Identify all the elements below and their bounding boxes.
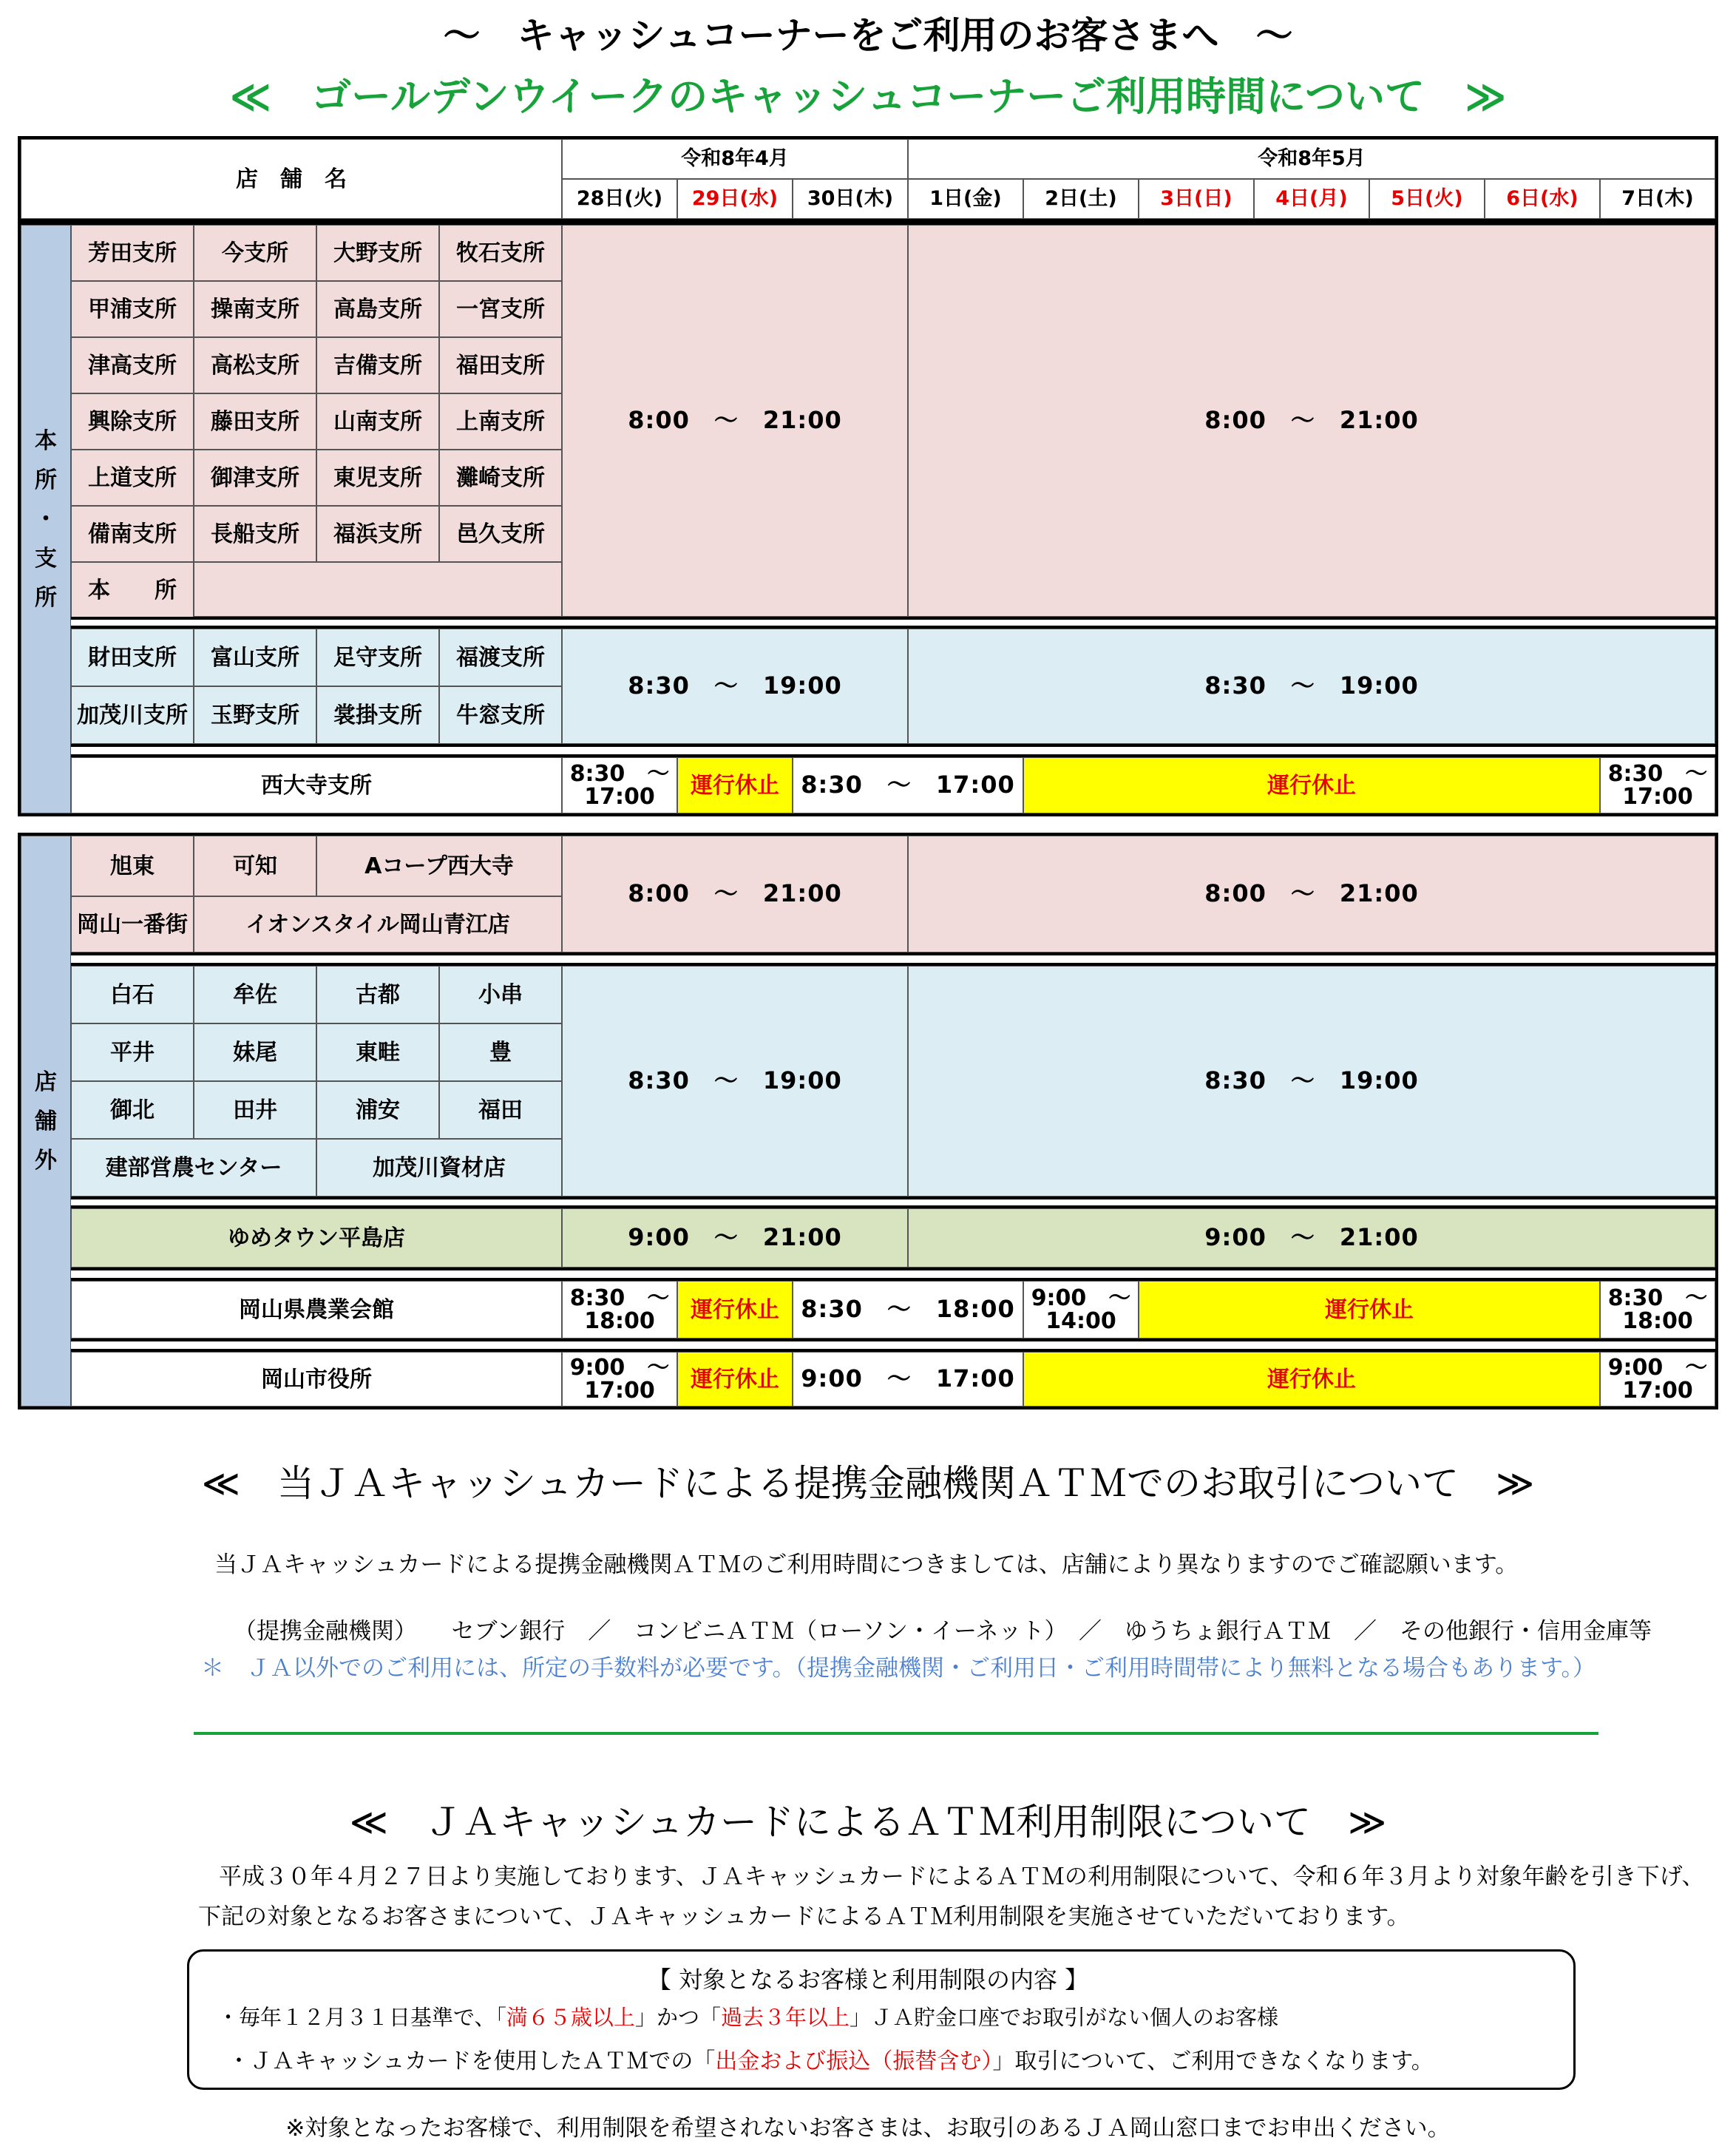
store-cell: 足守支所	[316, 629, 439, 686]
page-subtitle: ≪ ゴールデンウイークのキャッシュコーナーご利用時間について ≫	[229, 73, 1507, 120]
restriction-footnote: ※対象となったお客様で、利用制限を希望されないお客さまは、お取引のあるＪＡ岡山窓口までお申出ください。	[285, 2115, 1451, 2142]
date-header: 2日(土)	[1023, 179, 1139, 219]
nogyo-7-line2: 18:00	[1622, 1308, 1693, 1334]
store-cell: 福浜支所	[316, 506, 439, 562]
date-header: 6日(水)	[1485, 179, 1600, 219]
store-cell: 山南支所	[316, 393, 439, 450]
partner-heading: ≪ 当ＪＡキャッシュカードによる提携金融機関ＡＴＭでのお取引について ≫	[201, 1462, 1535, 1505]
store-cell: 藤田支所	[194, 393, 316, 450]
store-acoop-saidaiji: Aコープ西大寺	[316, 836, 562, 896]
store-cell: 牧石支所	[439, 225, 562, 281]
row-separator	[71, 1197, 1715, 1208]
group1-may-time: 8:00 ～ 21:00	[908, 225, 1715, 617]
store-cell: 一宮支所	[439, 281, 562, 337]
page-title: ～ キャッシュコーナーをご利用のお客さまへ ～	[443, 14, 1293, 57]
store-cell: 東児支所	[316, 450, 439, 506]
store-cell: 芳田支所	[71, 225, 194, 281]
date-header: 28日(火)	[562, 179, 677, 219]
store-cell: 東畦	[316, 1023, 439, 1081]
store-cell: 玉野支所	[194, 686, 316, 744]
store-cell: 豊	[439, 1023, 562, 1081]
saidaiji-7-line2: 17:00	[1622, 784, 1693, 810]
nogyo-2-line1: 9:00 ～	[1031, 1285, 1131, 1311]
store-cell: 吉備支所	[316, 337, 439, 393]
shiyakusho-7-line1: 9:00 ～	[1607, 1354, 1708, 1381]
month-april-header: 令和8年4月	[562, 139, 908, 179]
saidaiji-7-line1: 8:30 ～	[1607, 760, 1708, 787]
row-separator	[71, 952, 1715, 966]
group2-april-time: 8:30 ～ 19:00	[562, 629, 908, 744]
row-separator	[71, 617, 1715, 629]
section-label-char: 舗	[35, 1108, 57, 1134]
store-cell: 小串	[439, 966, 562, 1023]
store-cell: 備南支所	[71, 506, 194, 562]
store-cell: 裳掛支所	[316, 686, 439, 744]
store-cell: 古都	[316, 966, 439, 1023]
partner-body: 当ＪＡキャッシュカードによる提携金融機関ＡＴＭのご利用時間につきましては、店舗により異なりますのでご確認願います。	[214, 1551, 1519, 1578]
section-label-char: 所	[35, 584, 57, 611]
store-column-header: 店 舗 名	[21, 139, 562, 219]
store-cell: 上道支所	[71, 450, 194, 506]
store-cell: 富山支所	[194, 629, 316, 686]
nogyo-3-6-closed: 運行休止	[1139, 1281, 1600, 1339]
store-cell: 牛窓支所	[439, 686, 562, 744]
section-label-char: 本	[35, 427, 57, 454]
date-header: 4日(月)	[1254, 179, 1369, 219]
store-takebe-einou-center: 建部営農センター	[71, 1139, 316, 1197]
store-kamogawa-shizaiten: 加茂川資材店	[316, 1139, 562, 1197]
shiyakusho-7	[1600, 1352, 1715, 1407]
store-cell: 灘崎支所	[439, 450, 562, 506]
store-cell: 邑久支所	[439, 506, 562, 562]
restriction-para1: 平成３０年４月２７日より実施しております、ＪＡキャッシュカードによるＡＴＭの利用制限について、令和６年３月より対象年齢を引き下げ、	[219, 1864, 1705, 1890]
store-cell: 津高支所	[71, 337, 194, 393]
saidaiji-30-1: 8:30 ～ 17:00	[793, 757, 1023, 813]
date-header: 7日(木)	[1600, 179, 1715, 219]
restriction-para2: 下記の対象となるお客さまについて、ＪＡキャッシュカードによるＡＴＭ利用制限を実施させていただいております。	[198, 1903, 1410, 1930]
store-okayama-ichibangai: 岡山一番街	[71, 896, 194, 952]
store-cell: 高松支所	[194, 337, 316, 393]
partner-institutions: （提携金融機関） セブン銀行 ／ コンビニＡＴＭ（ローソン・イーネット） ／ ゆうちょ銀行ＡＴＭ ／ その他銀行・信用金庫等	[234, 1618, 1652, 1645]
nogyo-28	[562, 1281, 677, 1339]
store-cell: 田井	[194, 1081, 316, 1139]
nogyo-2-line2: 14:00	[1045, 1308, 1116, 1334]
store-cell: 加茂川支所	[71, 686, 194, 744]
date-header: 3日(日)	[1139, 179, 1254, 219]
store-cell: 上南支所	[439, 393, 562, 450]
partner-note: ＊ ＪＡ以外でのご利用には、所定の手数料が必要です。（提携金融機関・ご利用日・ご利用時間帯により無料となる場合もあります。）	[201, 1655, 1596, 1682]
store-kachi: 可知	[194, 836, 316, 896]
store-cell: 高島支所	[316, 281, 439, 337]
store-cell: 財田支所	[71, 629, 194, 686]
date-header: 5日(火)	[1369, 179, 1485, 219]
restriction-item1-a: ・毎年１２月３１日基準で、「	[217, 2005, 506, 2030]
section-label-char: 所	[35, 467, 57, 493]
restriction-item2-transactions: 出金および振込（振替含む）	[715, 2048, 993, 2074]
store-cell: 福渡支所	[439, 629, 562, 686]
saidaiji-2-6-closed: 運行休止	[1023, 757, 1600, 813]
store-aeon-style-okayama-aoe: イオンスタイル岡山青江店	[194, 896, 562, 952]
restriction-item2	[228, 2043, 1434, 2075]
yumetown-may-time: 9:00 ～ 21:00	[908, 1208, 1715, 1268]
group3-may-time: 8:00 ～ 21:00	[908, 836, 1715, 952]
restriction-heading: ≪ ＪＡキャッシュカードによるＡＴＭ利用制限について ≫	[349, 1801, 1387, 1844]
restriction-box-title: 【 対象となるお客様と利用制限の内容 】	[647, 1966, 1089, 1994]
restriction-item1-years: 過去３年以上	[720, 2005, 850, 2030]
store-cell: 平井	[71, 1023, 194, 1081]
shiyakusho-28-line2: 17:00	[584, 1378, 655, 1404]
section-label-char: 支	[35, 545, 57, 572]
restriction-item2-b: 」取引について、ご利用できなくなります。	[992, 2048, 1434, 2074]
store-cell: 浦安	[316, 1081, 439, 1139]
date-header: 29日(水)	[677, 179, 793, 219]
nogyo-28-line2: 18:00	[584, 1308, 655, 1334]
store-cell: 白石	[71, 966, 194, 1023]
section-label-outside	[21, 836, 71, 1407]
saidaiji-29-closed: 運行休止	[677, 757, 793, 813]
section-label-main-branches	[21, 225, 71, 813]
saidaiji-name: 西大寺支所	[71, 757, 562, 813]
saidaiji-28-line1: 8:30 ～	[569, 760, 670, 787]
group4-may-time: 8:30 ～ 19:00	[908, 966, 1715, 1197]
saidaiji-28	[562, 757, 677, 813]
store-cell: 操南支所	[194, 281, 316, 337]
section-divider	[194, 1732, 1598, 1735]
nogyo-28-line1: 8:30 ～	[569, 1285, 670, 1311]
shiyakusho-28-line1: 9:00 ～	[569, 1354, 670, 1381]
yumetown-name: ゆめタウン平島店	[71, 1208, 562, 1268]
store-cell: 本 所	[71, 562, 194, 618]
restriction-item1-b: 」かつ「	[634, 2005, 721, 2030]
store-cell: 甲浦支所	[71, 281, 194, 337]
section-label-char: 外	[35, 1147, 57, 1174]
store-cell: 牟佐	[194, 966, 316, 1023]
month-may-header: 令和8年5月	[908, 139, 1715, 179]
yumetown-april-time: 9:00 ～ 21:00	[562, 1208, 908, 1268]
store-cell: 御津支所	[194, 450, 316, 506]
store-cell: 福田支所	[439, 337, 562, 393]
store-cell: 今支所	[194, 225, 316, 281]
store-cell: 妹尾	[194, 1023, 316, 1081]
group3-april-time: 8:00 ～ 21:00	[562, 836, 908, 952]
row-separator	[71, 1339, 1715, 1352]
row-separator	[71, 744, 1715, 757]
store-cell: 長船支所	[194, 506, 316, 562]
group2-may-time: 8:30 ～ 19:00	[908, 629, 1715, 744]
section-label-char: 店	[35, 1069, 57, 1095]
nogyo-7	[1600, 1281, 1715, 1339]
group1-store-empty	[194, 562, 562, 617]
shiyakusho-29-closed: 運行休止	[677, 1352, 793, 1407]
nogyo-30-1: 8:30 ～ 18:00	[793, 1281, 1023, 1339]
nogyo-29-closed: 運行休止	[677, 1281, 793, 1339]
saidaiji-28-line2: 17:00	[584, 784, 655, 810]
nogyo-name: 岡山県農業会館	[71, 1281, 562, 1339]
nogyo-7-line1: 8:30 ～	[1607, 1285, 1708, 1311]
date-header: 30日(木)	[793, 179, 908, 219]
nogyo-2	[1023, 1281, 1139, 1339]
shiyakusho-28	[562, 1352, 677, 1407]
restriction-item1-c: 」ＪＡ貯金口座でお取引がない個人のお客様	[849, 2005, 1278, 2030]
store-kyokuto: 旭東	[71, 836, 194, 896]
restriction-item1	[217, 2001, 1278, 2031]
store-cell: 大野支所	[316, 225, 439, 281]
saidaiji-7	[1600, 757, 1715, 813]
restriction-item2-a: ・ＪＡキャッシュカードを使用したＡＴＭでの「	[228, 2048, 716, 2074]
restriction-item1-age: 満６５歳以上	[506, 2005, 635, 2030]
store-cell: 福田	[439, 1081, 562, 1139]
shiyakusho-2-6-closed: 運行休止	[1023, 1352, 1600, 1407]
row-separator	[71, 1268, 1715, 1281]
store-cell: 興除支所	[71, 393, 194, 450]
group1-april-time: 8:00 ～ 21:00	[562, 225, 908, 617]
section-label-char: ・	[35, 506, 57, 532]
store-cell: 御北	[71, 1081, 194, 1139]
date-header: 1日(金)	[908, 179, 1023, 219]
group4-april-time: 8:30 ～ 19:00	[562, 966, 908, 1197]
shiyakusho-7-line2: 17:00	[1622, 1378, 1693, 1404]
shiyakusho-30-1: 9:00 ～ 17:00	[793, 1352, 1023, 1407]
shiyakusho-name: 岡山市役所	[71, 1352, 562, 1407]
